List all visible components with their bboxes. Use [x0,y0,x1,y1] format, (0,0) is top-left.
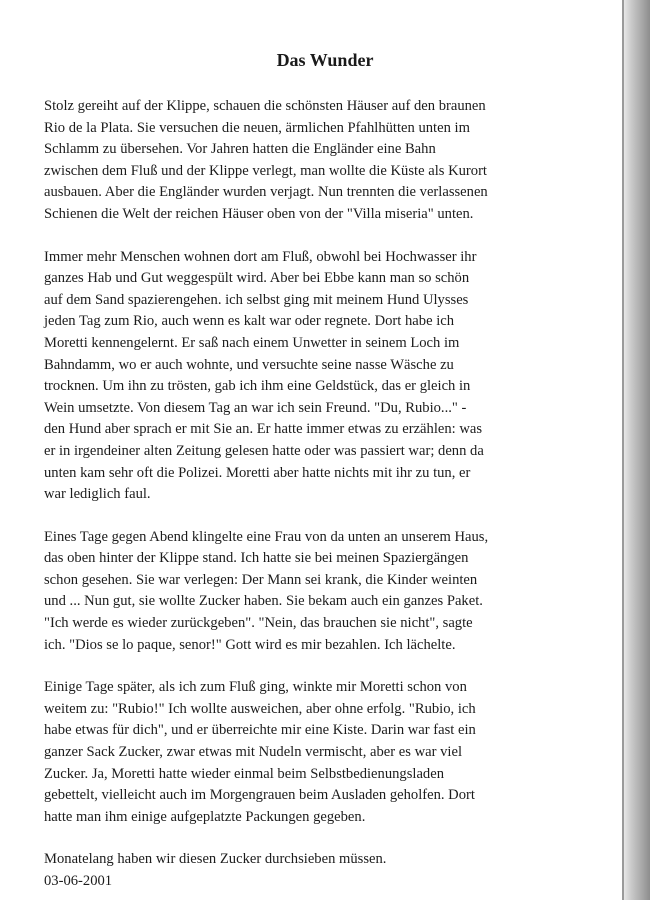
paragraph-1 [44,96,604,226]
text-line: ganzes Hab und Gut weggespült wird. Aber bei Ebbe kann man so schön [44,270,470,287]
document-title: Das Wunder [276,50,374,70]
text-line: "Ich werde es wieder zurückgeben". "Nein, das brauchen sie nicht", sagte [44,615,473,632]
text-line: Bahndamm, wo er auch wohnte, und versuchte seine nasse Wäsche zu [44,356,454,373]
text-line: unten kam sehr oft die Polizei. Moretti aber hatte nichts mit ihr zu tun, er [44,464,471,481]
text-line: weitem zu: "Rubio!" Ich wollte ausweichen, aber ohne erfolg. "Rubio, ich [44,700,476,717]
text-line: jeden Tag zum Rio, auch wenn es kalt war oder regnete. Dort habe ich [44,313,455,330]
text-line: Zucker. Ja, Moretti hatte wieder einmal beim Selbstbedienungsladen [44,765,444,782]
text-line: war lediglich faul. [44,486,151,503]
paragraph-4 [44,677,604,828]
text-line: Einige Tage später, als ich zum Fluß ging, winkte mir Moretti schon von [44,679,467,696]
text-line: ganzer Sack Zucker, zwar etwas mit Nudeln vermischt, aber es war viel [44,744,463,761]
text-line: ausbauen. Aber die Engländer wurden verjagt. Nun trennten die verlassenen [44,184,488,201]
text-line: auf dem Sand spazierengehen. ich selbst ging mit meinem Hund Ulysses [44,291,469,308]
closing-sentence: Monatelang haben wir diesen Zucker durchsieben müssen. [44,851,387,868]
document-body [44,96,604,893]
text-line: Moretti kennengelernt. Er saß nach einem Unwetter in seinem Loch im [44,334,460,351]
page-curl-edge [622,0,624,900]
text-line: und ... Nun gut, sie wollte Zucker haben. Sie bekam auch ein ganzes Paket. [44,593,483,610]
text-line: Stolz gereiht auf der Klippe, schauen die schönsten Häuser auf den braunen [44,98,486,114]
closing-block [44,849,604,892]
text-line: das oben hinter der Klippe stand. Ich hatte sie bei meinen Spaziergängen [44,550,469,567]
text-line: den Hund aber sprach er mit Sie an. Er hatte immer etwas zu erzählen: was [44,421,483,438]
text-line: Wein umsetzte. Von diesem Tag an war ich sein Freund. "Du, Rubio..." - [44,399,467,416]
paragraph-2 [44,247,604,506]
text-line: trocknen. Um ihn zu trösten, gab ich ihm eine Geldstück, das er gleich in [44,378,471,395]
text-line: Schienen die Welt der reichen Häuser oben von der "Villa miseria" unten. [44,205,474,222]
text-line: ich. "Dios se lo paque, senor!" Gott wird es mir bezahlen. Ich lächelte. [44,636,456,653]
text-line: habe etwas für dich", und er überreichte mir eine Kiste. Darin war fast ein [44,722,476,739]
text-line: schon gesehen. Sie war verlegen: Der Mann sei krank, die Kinder weinten [44,571,478,588]
paragraph-3 [44,527,604,657]
text-line: hatte man ihm einige aufgeplatzte Packungen gegeben. [44,808,366,825]
document-date: 03-06-2001 [44,873,113,889]
text-line: zwischen dem Fluß und der Klippe verlegt, man wollte die Küste als Kurort [44,162,487,179]
text-line: Eines Tage gegen Abend klingelte eine Frau von da unten an unserem Haus, [44,528,489,545]
text-line: er in irgendeiner alten Zeitung gelesen hatte oder was passiert war; denn da [44,442,484,459]
text-line: Schlamm zu übersehen. Vor Jahren hatten die Engländer eine Bahn [44,141,436,158]
text-line: Rio de la Plata. Sie versuchen die neuen, ärmlichen Pfahlhütten unten im [44,119,470,136]
text-line: Immer mehr Menschen wohnen dort am Fluß, obwohl bei Hochwasser ihr [44,248,477,265]
page-curl [622,0,650,900]
text-line: gebettelt, vielleicht auch im Morgengrauen beim Ausladen geholfen. Dort [44,787,475,804]
